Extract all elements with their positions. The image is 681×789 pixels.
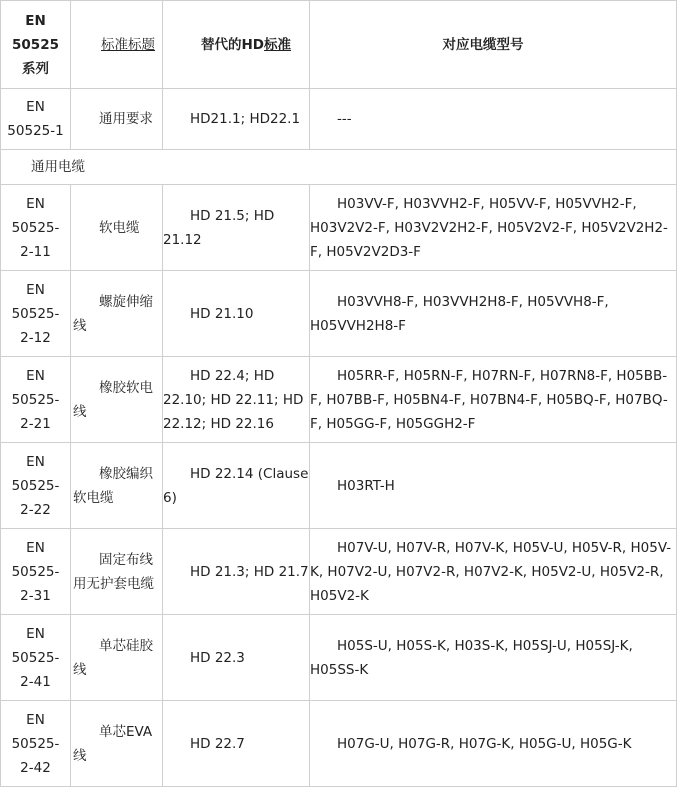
standard-title: 单芯EVA线 — [71, 701, 163, 787]
cable-types: H07V-U, H07V-R, H07V-K, H05V-U, H05V-R, H05V-K, H07V2-U, H07V2-R, H07V2-K, H05V2-U, H05V2-R, H05V2-K — [310, 529, 677, 615]
standard-number: EN 50525-2-42 — [1, 701, 71, 787]
table-row — [1, 357, 677, 443]
table-row — [1, 701, 677, 787]
standard-number: EN 50525-1 — [1, 89, 71, 150]
header-hd — [163, 1, 310, 89]
table-row — [1, 271, 677, 357]
header-series: EN 50525 系列 — [1, 1, 71, 89]
table-row — [1, 615, 677, 701]
standard-number: EN 50525-2-22 — [1, 443, 71, 529]
cable-types: H07G-U, H07G-R, H07G-K, H05G-U, H05G-K — [310, 701, 677, 787]
table-row — [1, 89, 677, 150]
table-row — [1, 529, 677, 615]
cable-types: H03RT-H — [310, 443, 677, 529]
cable-types: H03VV-F, H03VVH2-F, H05VV-F, H05VVH2-F, H03V2V2-F, H03V2V2H2-F, H05V2V2-F, H05V2V2H2-F, H05V2V2D3-F — [310, 185, 677, 271]
hd-standard: HD 21.3; HD 21.7 — [163, 529, 310, 615]
header-hd-prefix: 替代的HD — [201, 36, 265, 53]
standard-title: 橡胶编织软电缆 — [71, 443, 163, 529]
hd-standard: HD 22.7 — [163, 701, 310, 787]
standard-number: EN 50525-2-12 — [1, 271, 71, 357]
section-label: 通用电缆 — [1, 150, 677, 185]
standard-title: 软电缆 — [71, 185, 163, 271]
header-row — [1, 1, 677, 89]
table-row — [1, 443, 677, 529]
header-cables: 对应电缆型号 — [310, 1, 677, 89]
hd-standard: HD 22.14 (Clause 6) — [163, 443, 310, 529]
cable-types: H03VVH8-F, H03VVH2H8-F, H05VVH8-F, H05VVH2H8-F — [310, 271, 677, 357]
header-hd-suffix: 标准 — [264, 36, 292, 53]
section-row — [1, 150, 677, 185]
hd-standard: HD 21.10 — [163, 271, 310, 357]
cable-types: H05S-U, H05S-K, H03S-K, H05SJ-U, H05SJ-K, H05SS-K — [310, 615, 677, 701]
standard-number: EN 50525-2-31 — [1, 529, 71, 615]
standard-title: 橡胶软电线 — [71, 357, 163, 443]
header-title: 标准标题 — [71, 1, 163, 89]
standard-number: EN 50525-2-11 — [1, 185, 71, 271]
standard-number: EN 50525-2-21 — [1, 357, 71, 443]
table-row — [1, 185, 677, 271]
hd-standard: HD 22.4; HD 22.10; HD 22.11; HD 22.12; HD 22.16 — [163, 357, 310, 443]
cable-types: --- — [310, 89, 677, 150]
hd-standard: HD21.1; HD22.1 — [163, 89, 310, 150]
hd-standard: HD 21.5; HD 21.12 — [163, 185, 310, 271]
standard-number: EN 50525-2-41 — [1, 615, 71, 701]
hd-standard: HD 22.3 — [163, 615, 310, 701]
standard-title: 通用要求 — [71, 89, 163, 150]
standard-title: 固定布线用无护套电缆 — [71, 529, 163, 615]
standard-title: 螺旋伸缩线 — [71, 271, 163, 357]
cable-types: H05RR-F, H05RN-F, H07RN-F, H07RN8-F, H05BB-F, H07BB-F, H05BN4-F, H07BN4-F, H05BQ-F, H07BQ-F, H05GG-F, H05GGH2-F — [310, 357, 677, 443]
standard-title: 单芯硅胶线 — [71, 615, 163, 701]
